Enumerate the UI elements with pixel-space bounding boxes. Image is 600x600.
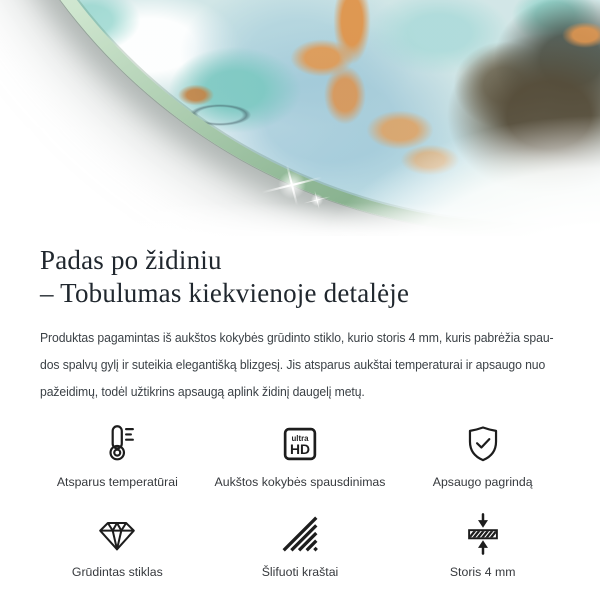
feature-thickness <box>391 510 574 580</box>
ultra-hd-badge-top: ultra <box>291 434 309 444</box>
feature-label: Grūdintas stiklas <box>71 565 163 579</box>
ultra-hd-icon <box>277 421 323 467</box>
feature-label: Apsaugo pagrindą <box>432 475 533 489</box>
feature-protects-floor <box>391 420 574 490</box>
ultra-hd-badge-bottom: HD <box>289 441 311 458</box>
diamond-icon <box>94 511 140 557</box>
feature-polished-edges <box>209 510 392 580</box>
description-line: dos spalvų gylį ir suteikia elegantišką blizgesį. Jis atsparus aukštai temperaturai ir apsaugo nuo <box>40 358 546 372</box>
title-line-2: – Tobulumas kiekvienoje detalėje <box>40 278 410 308</box>
feature-label: Aukštos kokybės spausdinimas <box>214 475 386 489</box>
thickness-icon <box>460 511 506 557</box>
feature-temperature <box>26 420 209 490</box>
description-line: Produktas pagamintas iš aukštos kokybės grūdinto stiklo, kurio storis 4 mm, kuris pabrėžia spau- <box>40 331 554 345</box>
feature-print-quality <box>209 420 392 490</box>
feature-tempered-glass <box>26 510 209 580</box>
title-line-1: Padas po židiniu <box>40 245 222 275</box>
thermometer-icon <box>94 421 140 467</box>
feature-label: Šlifuoti kraštai <box>261 565 339 579</box>
product-image <box>0 0 600 236</box>
polished-edges-icon <box>277 511 323 557</box>
product-description <box>40 325 554 406</box>
description-line: pažeidimų, todėl užtikrins apsaugą aplink židinį daugelį metų. <box>40 385 365 399</box>
feature-grid <box>26 420 574 580</box>
shield-check-icon <box>460 421 506 467</box>
feature-label: Storis 4 mm <box>449 565 516 579</box>
page-title <box>40 244 560 310</box>
feature-label: Atsparus temperatūrai <box>56 475 178 489</box>
